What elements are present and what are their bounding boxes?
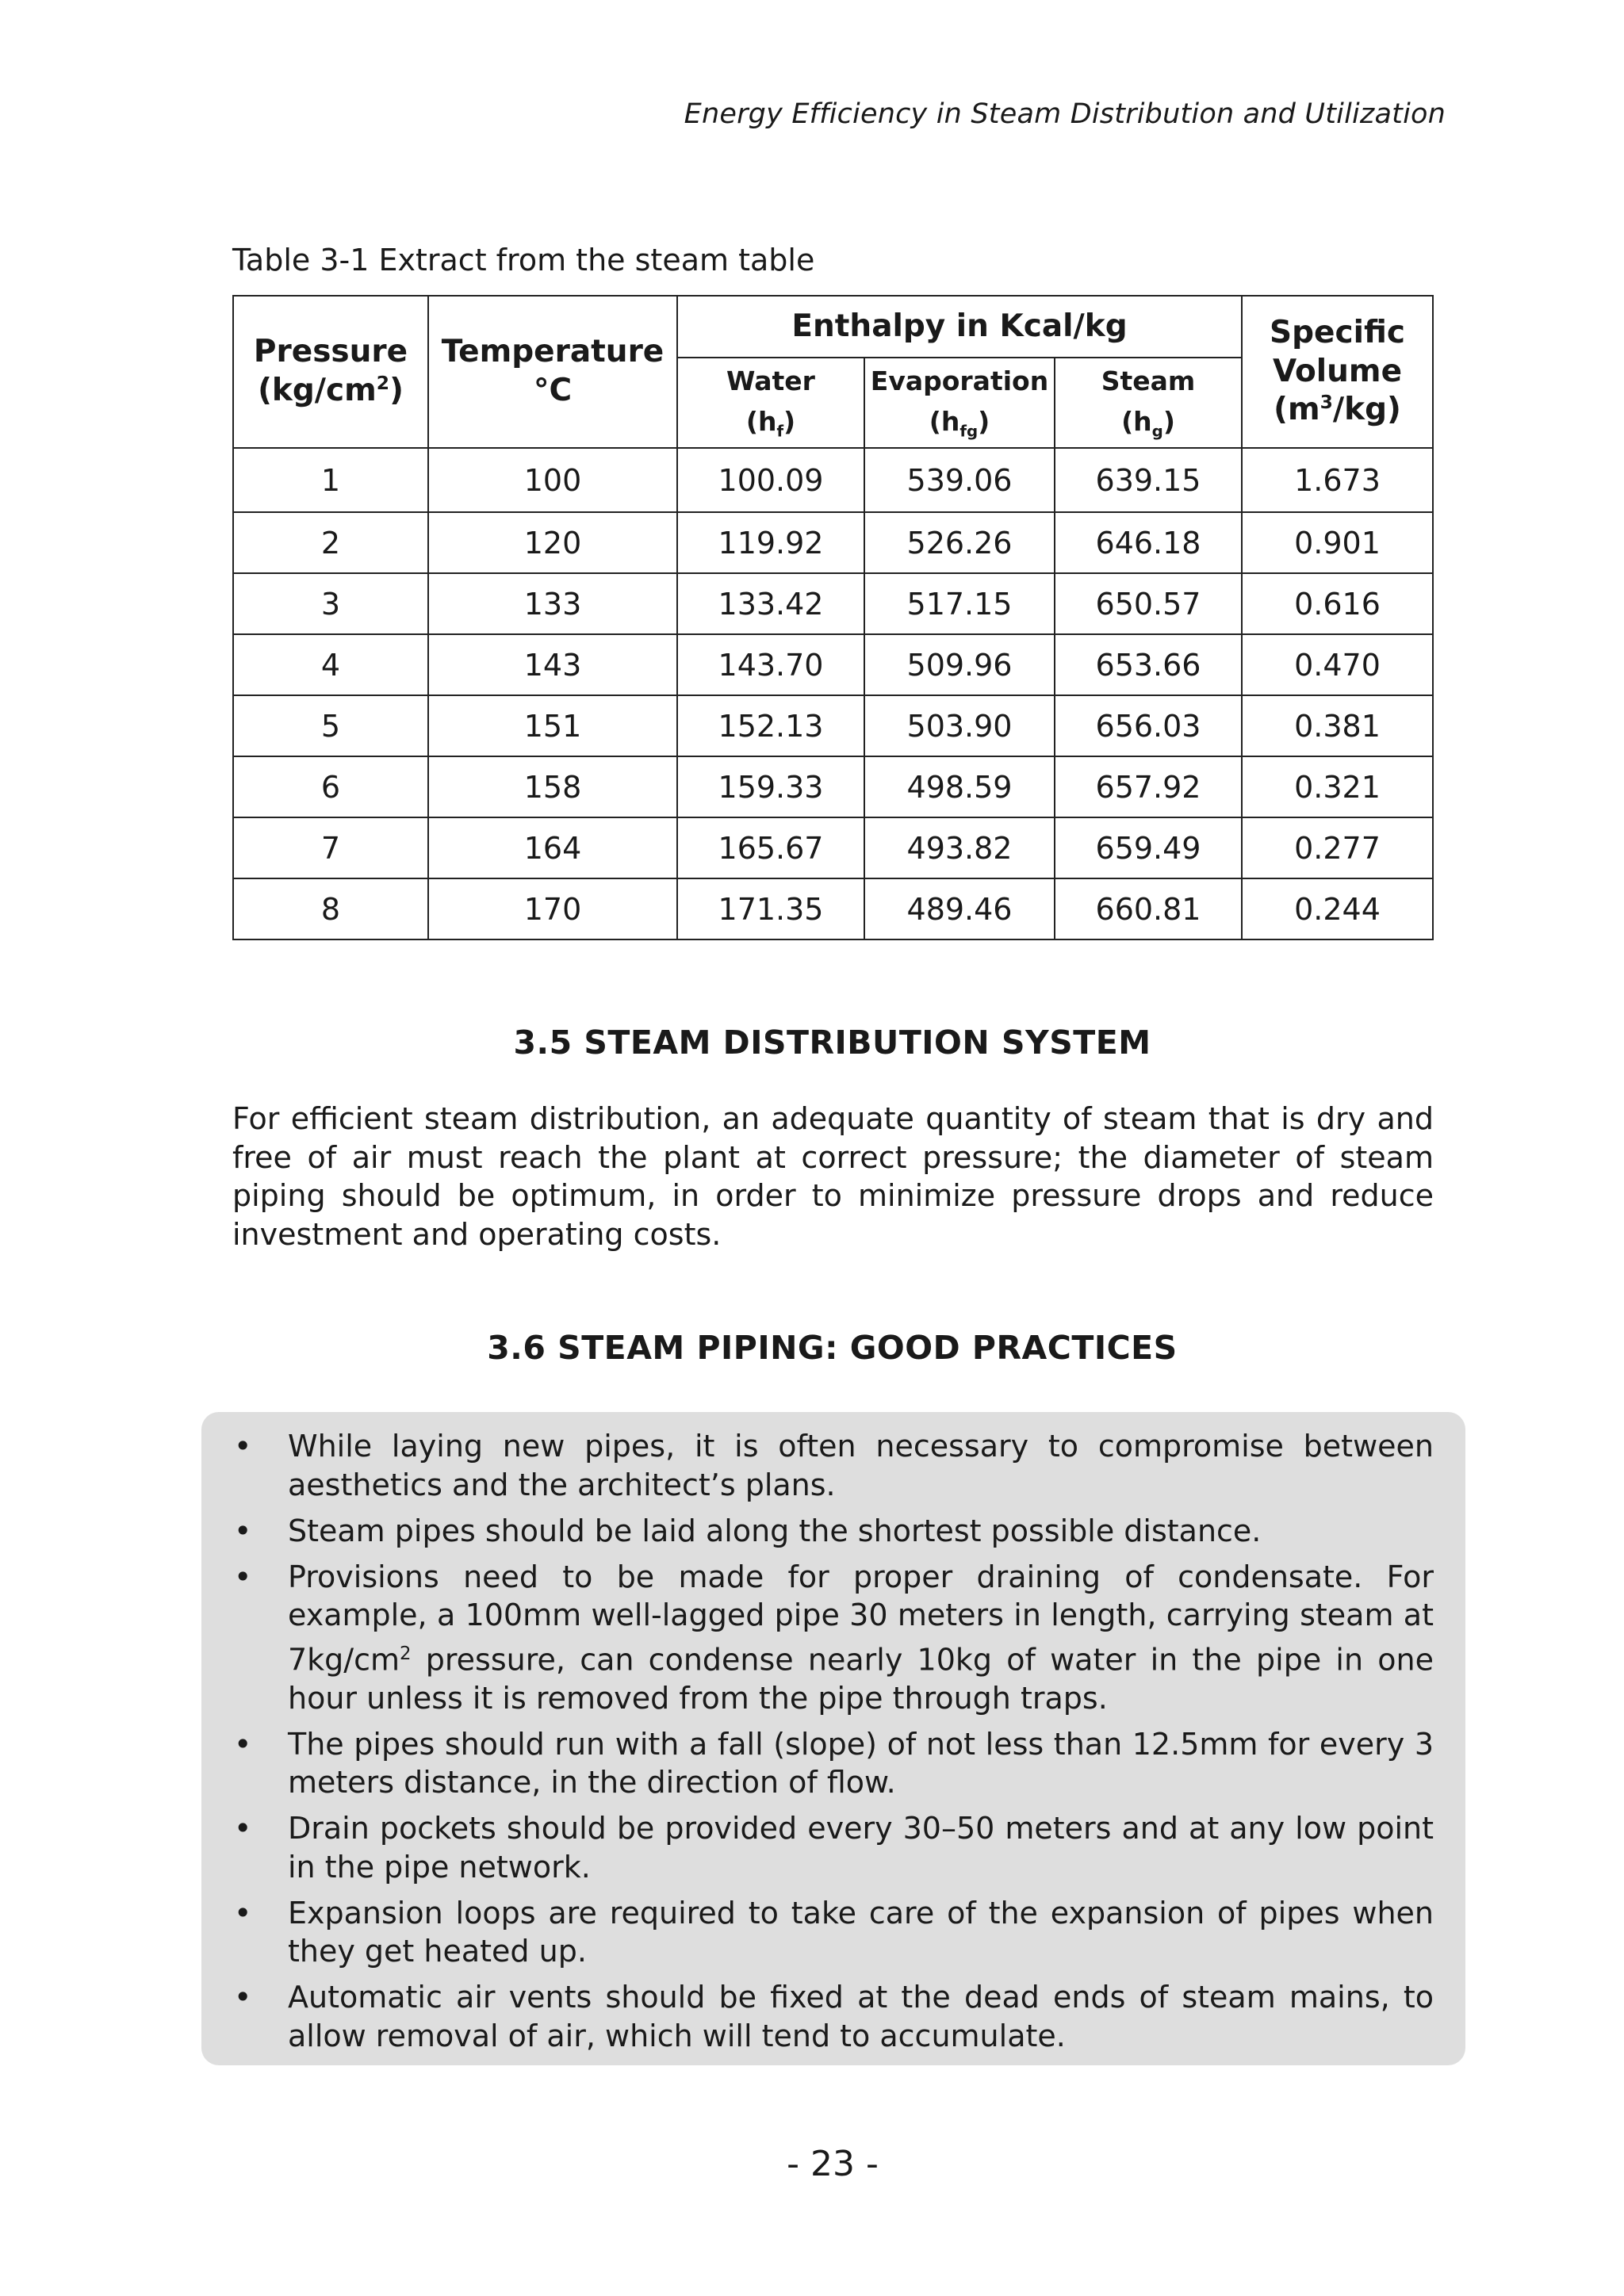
unit-superscript: 2 xyxy=(400,1643,412,1664)
table-row xyxy=(233,448,1433,512)
list-item-text: The pipes should run with a fall (slope) of not less than 12.5mm for every 3 meters distance, in the direction of flow. xyxy=(288,1726,1434,1800)
cell-specific-volume: 0.277 xyxy=(1242,817,1433,878)
header-pressure-label: Pressure xyxy=(253,334,408,370)
cell-water-enthalpy: 171.35 xyxy=(677,878,864,939)
running-head: Energy Efficiency in Steam Distribution and Utilization xyxy=(684,98,1446,130)
cell-temperature: 164 xyxy=(428,817,677,878)
header-evaporation: Evaporation $(h_{fg})$ xyxy=(864,358,1055,448)
header-specific-label: Specific xyxy=(1270,314,1405,350)
cell-steam-enthalpy: 660.81 xyxy=(1055,878,1242,939)
cell-evaporation-enthalpy: 493.82 xyxy=(864,817,1055,878)
section-3-6-title: 3.6 STEAM PIPING: GOOD PRACTICES xyxy=(487,1329,1178,1367)
cell-water-enthalpy: 119.92 xyxy=(677,512,864,573)
list-item-text: Drain pockets should be provided every 30–50 meters and at any low point in the pipe network. xyxy=(288,1811,1434,1885)
table-row xyxy=(233,634,1433,695)
cell-evaporation-enthalpy: 489.46 xyxy=(864,878,1055,939)
cell-temperature: 158 xyxy=(428,756,677,817)
header-specific-volume xyxy=(1242,296,1433,448)
cell-temperature: 151 xyxy=(428,695,677,756)
cell-water-enthalpy: 165.67 xyxy=(677,817,864,878)
good-practices-list xyxy=(232,1427,1434,2063)
bullet-icon: • xyxy=(234,1811,252,1846)
header-temperature-label: Temperature xyxy=(441,334,665,370)
cell-steam-enthalpy: 659.49 xyxy=(1055,817,1242,878)
list-item-text: Provisions need to be made for proper draining of condensate. For example, a 100mm well-lagged pipe 30 meters in length, carrying steam at 7kg/cm xyxy=(288,1559,1434,1678)
bullet-icon: • xyxy=(234,1895,252,1931)
cell-water-enthalpy: 100.09 xyxy=(677,448,864,512)
cell-temperature: 170 xyxy=(428,878,677,939)
table-row xyxy=(233,512,1433,573)
list-item xyxy=(232,1809,1434,1886)
cell-water-enthalpy: 159.33 xyxy=(677,756,864,817)
bullet-icon: • xyxy=(234,1429,252,1464)
cell-temperature: 100 xyxy=(428,448,677,512)
list-item-text: Steam pipes should be laid along the shortest possible distance. xyxy=(288,1513,1262,1548)
cell-water-enthalpy: 152.13 xyxy=(677,695,864,756)
table-row xyxy=(233,695,1433,756)
cell-specific-volume: 1.673 xyxy=(1242,448,1433,512)
list-item-text-continued: pressure, can condense nearly 10kg of water in the pipe in one hour unless it is removed from the pipe through traps. xyxy=(288,1642,1434,1716)
header-evaporation-symbol: $(h_{fg})$ xyxy=(929,406,990,442)
cell-pressure: 6 xyxy=(233,756,428,817)
table-row xyxy=(233,756,1433,817)
section-3-5-paragraph: For efficient steam distribution, an adequate quantity of steam that is dry and free of air must reach the plant at correct pressure; the diameter of steam piping should be optimum, in order to minimize pressure drops and reduce investment and operating costs. xyxy=(232,1101,1434,1252)
header-water: Water $(h_f)$ xyxy=(677,358,864,448)
cell-evaporation-enthalpy: 517.15 xyxy=(864,573,1055,634)
cell-pressure: 1 xyxy=(233,448,428,512)
steam-table xyxy=(232,295,1434,940)
cell-specific-volume: 0.616 xyxy=(1242,573,1433,634)
cell-temperature: 133 xyxy=(428,573,677,634)
table-caption: Table 3-1 Extract from the steam table xyxy=(232,243,815,277)
table-row xyxy=(233,878,1433,939)
header-pressure xyxy=(233,296,428,448)
list-item xyxy=(232,1978,1434,2055)
section-3-5-title: 3.5 STEAM DISTRIBUTION SYSTEM xyxy=(513,1024,1151,1062)
cell-specific-volume: 0.244 xyxy=(1242,878,1433,939)
header-enthalpy: Enthalpy in Kcal/kg xyxy=(677,296,1242,358)
cell-temperature: 120 xyxy=(428,512,677,573)
cell-pressure: 7 xyxy=(233,817,428,878)
cell-evaporation-enthalpy: 509.96 xyxy=(864,634,1055,695)
cell-water-enthalpy: 143.70 xyxy=(677,634,864,695)
list-item xyxy=(232,1558,1434,1718)
header-volume-unit: $(m^3/kg)$ xyxy=(1274,391,1401,428)
cell-water-enthalpy: 133.42 xyxy=(677,573,864,634)
bullet-icon: • xyxy=(234,1726,252,1762)
list-item xyxy=(232,1512,1434,1551)
header-temperature xyxy=(428,296,677,448)
cell-pressure: 3 xyxy=(233,573,428,634)
cell-evaporation-enthalpy: 539.06 xyxy=(864,448,1055,512)
header-temperature-unit: °C xyxy=(533,373,573,408)
list-item xyxy=(232,1894,1434,1971)
cell-steam-enthalpy: 656.03 xyxy=(1055,695,1242,756)
cell-steam-enthalpy: 646.18 xyxy=(1055,512,1242,573)
cell-evaporation-enthalpy: 503.90 xyxy=(864,695,1055,756)
cell-pressure: 4 xyxy=(233,634,428,695)
cell-specific-volume: 0.381 xyxy=(1242,695,1433,756)
bullet-icon: • xyxy=(234,1513,252,1548)
cell-specific-volume: 0.901 xyxy=(1242,512,1433,573)
cell-pressure: 5 xyxy=(233,695,428,756)
cell-steam-enthalpy: 657.92 xyxy=(1055,756,1242,817)
cell-temperature: 143 xyxy=(428,634,677,695)
cell-steam-enthalpy: 653.66 xyxy=(1055,634,1242,695)
cell-evaporation-enthalpy: 498.59 xyxy=(864,756,1055,817)
list-item-text: Automatic air vents should be fixed at the dead ends of steam mains, to allow removal of air, which will tend to accumulate. xyxy=(288,1980,1434,2053)
cell-steam-enthalpy: 639.15 xyxy=(1055,448,1242,512)
page-number: - 23 - xyxy=(787,2144,879,2184)
table-header-row xyxy=(233,296,1433,358)
cell-specific-volume: 0.470 xyxy=(1242,634,1433,695)
list-item xyxy=(232,1725,1434,1802)
cell-pressure: 8 xyxy=(233,878,428,939)
table-row xyxy=(233,817,1433,878)
header-steam: Steam $(h_g)$ xyxy=(1055,358,1242,448)
list-item-text: Expansion loops are required to take care of the expansion of pipes when they get heated up. xyxy=(288,1895,1434,1969)
table-row xyxy=(233,573,1433,634)
bullet-icon: • xyxy=(234,1980,252,2015)
header-water-symbol: $(h_f)$ xyxy=(745,406,796,442)
list-item-text: While laying new pipes, it is often necessary to compromise between aesthetics and the architect’s plans. xyxy=(288,1429,1434,1502)
cell-specific-volume: 0.321 xyxy=(1242,756,1433,817)
header-volume-label: Volume xyxy=(1272,353,1403,389)
header-steam-symbol: $(h_g)$ xyxy=(1121,406,1175,442)
cell-steam-enthalpy: 650.57 xyxy=(1055,573,1242,634)
list-item xyxy=(232,1427,1434,1504)
header-pressure-unit: $(kg/cm^2)$ xyxy=(258,372,404,408)
cell-pressure: 2 xyxy=(233,512,428,573)
table-body xyxy=(233,448,1433,939)
cell-evaporation-enthalpy: 526.26 xyxy=(864,512,1055,573)
bullet-icon: • xyxy=(234,1559,252,1594)
